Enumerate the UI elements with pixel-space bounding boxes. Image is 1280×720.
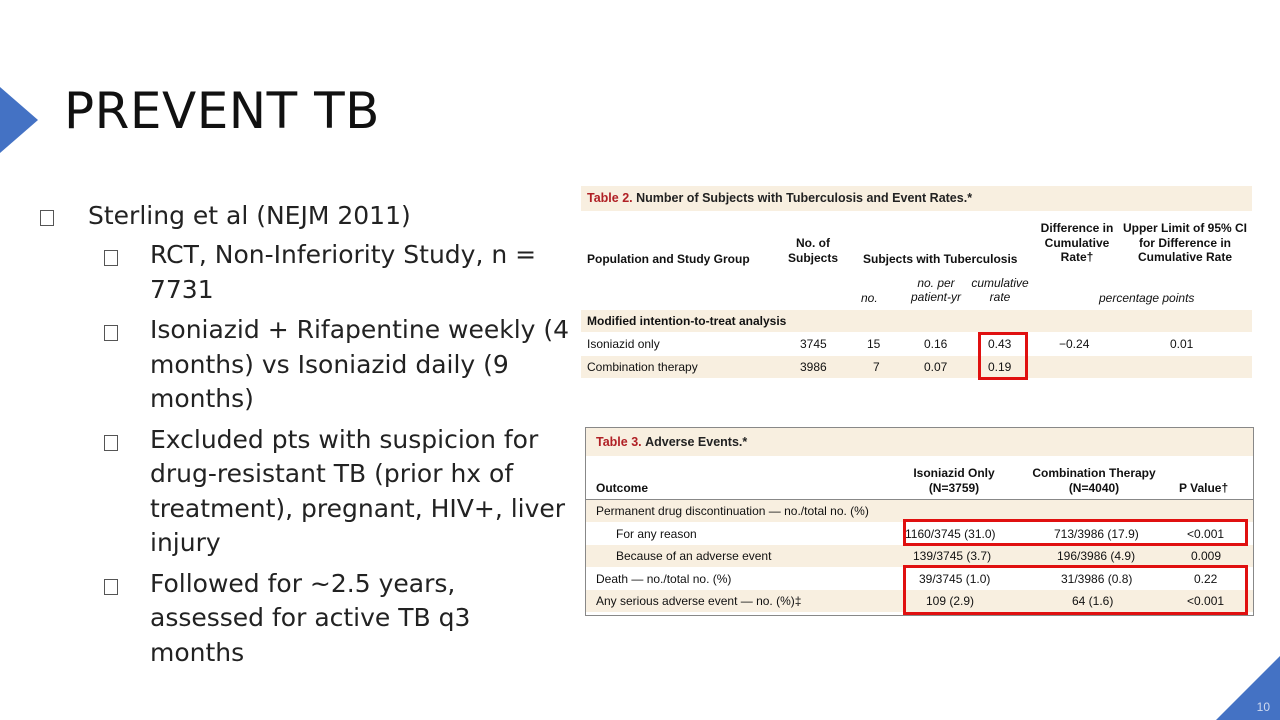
header-difference: Difference in Cumulative Rate†	[1040, 221, 1114, 264]
title-accent-triangle	[0, 87, 38, 153]
bullet-list	[40, 198, 570, 676]
sub-bullet-text: Isoniazid + Rifapentine weekly (4 months) vs Isoniazid daily (9 months)	[150, 315, 570, 413]
header-no: no.	[861, 291, 878, 305]
table-row: Any serious adverse event — no. (%)‡ 109 (2.9) 64 (1.6) <0.001	[586, 590, 1253, 612]
header-population: Population and Study Group	[587, 252, 750, 266]
bullet-main-text: Sterling et al (NEJM 2011)	[88, 201, 411, 230]
header-percentage-points: percentage points	[1099, 291, 1195, 305]
table-2-image	[581, 186, 1252, 382]
sub-bullet-text: Followed for ~2.5 years, assessed for active TB q3 months	[150, 568, 471, 667]
header-cumulative-rate: cumulative rate	[971, 276, 1029, 304]
bullet-box-icon	[104, 325, 118, 341]
header-subjects: No. of Subjects	[787, 236, 838, 265]
bullet-box-icon	[40, 210, 54, 226]
bullet-box-icon	[104, 250, 118, 266]
header-outcome: Outcome	[596, 481, 649, 495]
sub-bullet	[104, 313, 570, 417]
table-row: For any reason 1160/3745 (31.0) 713/3986 (17.9) <0.001	[616, 527, 1225, 541]
table-2-caption: Table 2. Number of Subjects with Tuberculosis and Event Rates.*	[581, 186, 1252, 211]
header-p-value: P Value†	[1179, 481, 1229, 495]
header-isoniazid: Isoniazid Only (N=3759)	[913, 466, 995, 495]
header-per-patient-yr: no. per patient-yr	[910, 276, 962, 304]
corner-accent-triangle	[1216, 656, 1280, 720]
header-combination: Combination Therapy (N=4040)	[1032, 466, 1156, 495]
sub-bullet-text: RCT, Non-Inferiority Study, n = 7731	[150, 240, 537, 304]
highlight-box	[903, 519, 1248, 546]
table-3-image	[585, 427, 1254, 616]
table-row: Because of an adverse event 139/3745 (3.7) 196/3986 (4.9) 0.009	[586, 545, 1253, 567]
bullet-box-icon	[104, 579, 118, 595]
table-row: Permanent drug discontinuation — no./total no. (%)	[586, 500, 1253, 522]
slide-title: PREVENT TB	[64, 82, 380, 140]
table-row: Death — no./total no. (%) 39/3745 (1.0) 31/3986 (0.8) 0.22	[596, 572, 1218, 586]
header-upper-limit: Upper Limit of 95% CI for Difference in Cumulative Rate	[1122, 221, 1247, 264]
bullet-box-icon	[104, 435, 118, 451]
highlight-box	[978, 332, 1028, 380]
bullet-main	[40, 198, 570, 234]
header-with-tb: Subjects with Tuberculosis	[863, 252, 1018, 266]
sub-bullet	[104, 423, 570, 561]
table-row: Combination therapy 3986 7 0.07 0.19	[581, 356, 1252, 378]
highlight-box	[903, 565, 1248, 615]
sub-bullet-text: Excluded pts with suspicion for drug-resistant TB (prior hx of treatment), pregnant, HIV+, liver injury	[150, 424, 566, 557]
sub-bullet	[104, 567, 570, 671]
section-row: Modified intention-to-treat analysis	[581, 310, 1252, 332]
sub-bullet	[104, 238, 570, 307]
table-row: Isoniazid only 3745 15 0.16 0.43 −0.24 0.01	[587, 337, 1194, 351]
page-number: 10	[1256, 700, 1270, 714]
table-3-caption: Table 3. Adverse Events.*	[586, 428, 1253, 456]
